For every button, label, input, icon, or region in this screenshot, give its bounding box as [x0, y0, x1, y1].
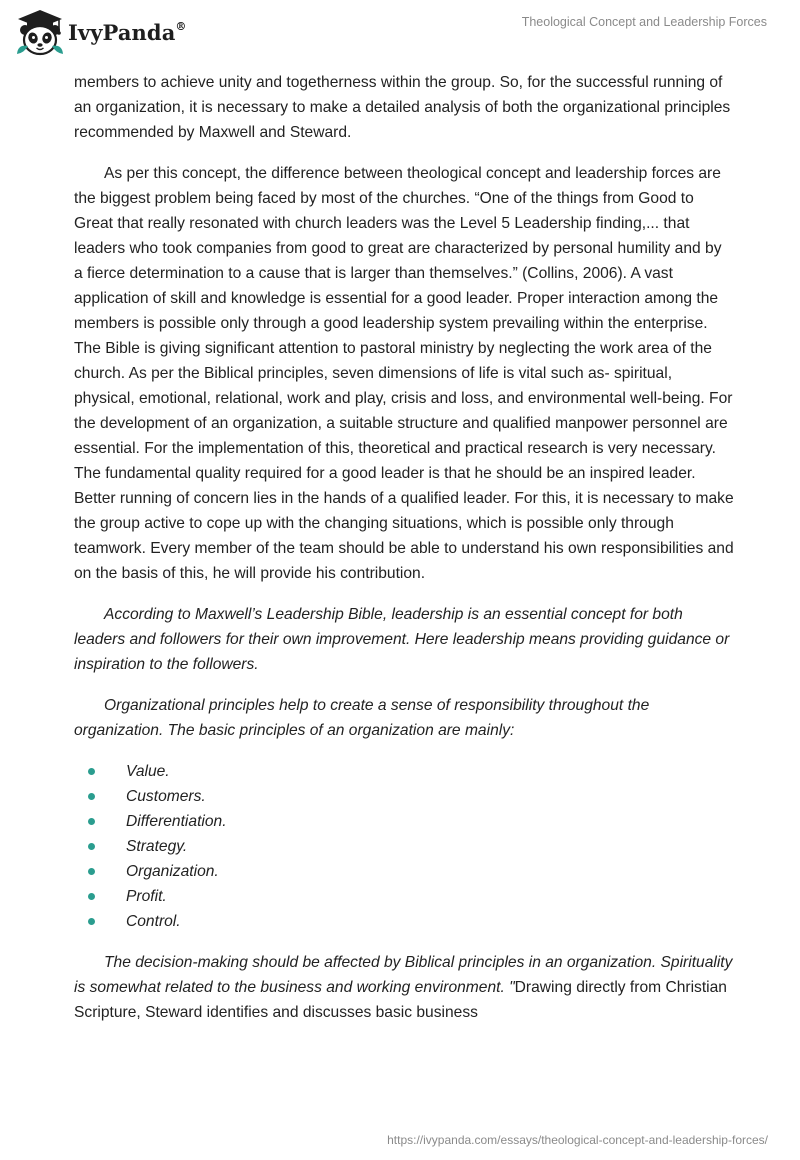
document-title: Theological Concept and Leadership Forces — [521, 15, 767, 29]
list-item — [74, 909, 734, 934]
logo-wordmark: IvyPanda — [68, 19, 176, 45]
bullet-dot-icon — [88, 818, 95, 825]
panda-graduate-icon — [14, 8, 66, 56]
paragraph-1: members to achieve unity and togetherness within the group. So, for the successful running of an organization, it is necessary to make a detailed analysis of both the organizational principles recommended by Maxwell and Steward. — [74, 74, 731, 141]
list-item-text: Strategy. — [126, 838, 188, 855]
bullet-dot-icon — [88, 843, 95, 850]
source-url-link[interactable]: https://ivypanda.com/essays/theological-concept-and-leadership-forces/ — [387, 1133, 768, 1147]
list-item-text: Customers. — [126, 788, 206, 805]
page-header — [0, 0, 800, 64]
list-item — [74, 884, 734, 909]
registered-mark: ® — [175, 19, 187, 33]
list-item-text: Value. — [126, 763, 170, 780]
list-item-text: Differentiation. — [126, 813, 227, 830]
essay-body — [74, 70, 734, 1041]
paragraph-4: Organizational principles help to create a sense of responsibility throughout the organization. The basic principles of an organization are mainly: — [74, 697, 650, 739]
bullet-dot-icon — [88, 768, 95, 775]
logo-text — [68, 20, 187, 45]
bullet-dot-icon — [88, 918, 95, 925]
list-item-text: Profit. — [126, 888, 167, 905]
list-item — [74, 759, 734, 784]
site-logo[interactable] — [14, 8, 187, 56]
bullet-dot-icon — [88, 793, 95, 800]
paragraph-5-normal: Drawing directly from Christian Scripture, Steward identifies and discusses basic business — [74, 979, 727, 1021]
paragraph-5 — [74, 950, 734, 1025]
list-item-text: Organization. — [126, 863, 219, 880]
list-item — [74, 809, 734, 834]
bullet-dot-icon — [88, 868, 95, 875]
paragraph-2: As per this concept, the difference between theological concept and leadership forces are the biggest problem being faced by most of the churches. “One of the things from Good to Great that really resonated with church leaders was the Level 5 Leadership finding,... that leaders who took companies from good to great are characterized by personal humility and by a fierce determination to a cause that is larger than themselves.” (Collins, 2006). A vast application of skill and knowledge is essential for a good leader. Proper interaction among the members is possible only through a good leadership system prevailing within the enterprise. The Bible is giving significant attention to pastoral ministry by neglecting the work area of the church. As per the Biblical principles, seven dimensions of life is vital such as- spiritual, physical, emotional, relational, work and play, crisis and loss, and environmental well-being. For the development of an organization, a suitable structure and qualified manpower personnel are essential. For the implementation of this, theoretical and practical research is very necessary. The fundamental quality required for a good leader is that he should be an inspired leader. Better running of concern lies in the hands of a qualified leader. For this, it is necessary to make the group active to cope up with the changing situations, which is possible only through teamwork. Every member of the team should be able to understand his own responsibilities and on the basis of this, he will provide his contribution. — [74, 165, 734, 582]
list-item-text: Control. — [126, 913, 181, 930]
principles-list — [74, 759, 734, 934]
list-item — [74, 834, 734, 859]
paragraph-5-italic: The decision-making should be affected by Biblical principles in an organization. Spirituality is somewhat related to the business and working environment. " — [74, 954, 733, 996]
paragraph-3: According to Maxwell’s Leadership Bible, leadership is an essential concept for both leaders and followers for their own improvement. Here leadership means providing guidance or inspiration to the followers. — [74, 606, 730, 673]
list-item — [74, 784, 734, 809]
bullet-dot-icon — [88, 893, 95, 900]
list-item — [74, 859, 734, 884]
